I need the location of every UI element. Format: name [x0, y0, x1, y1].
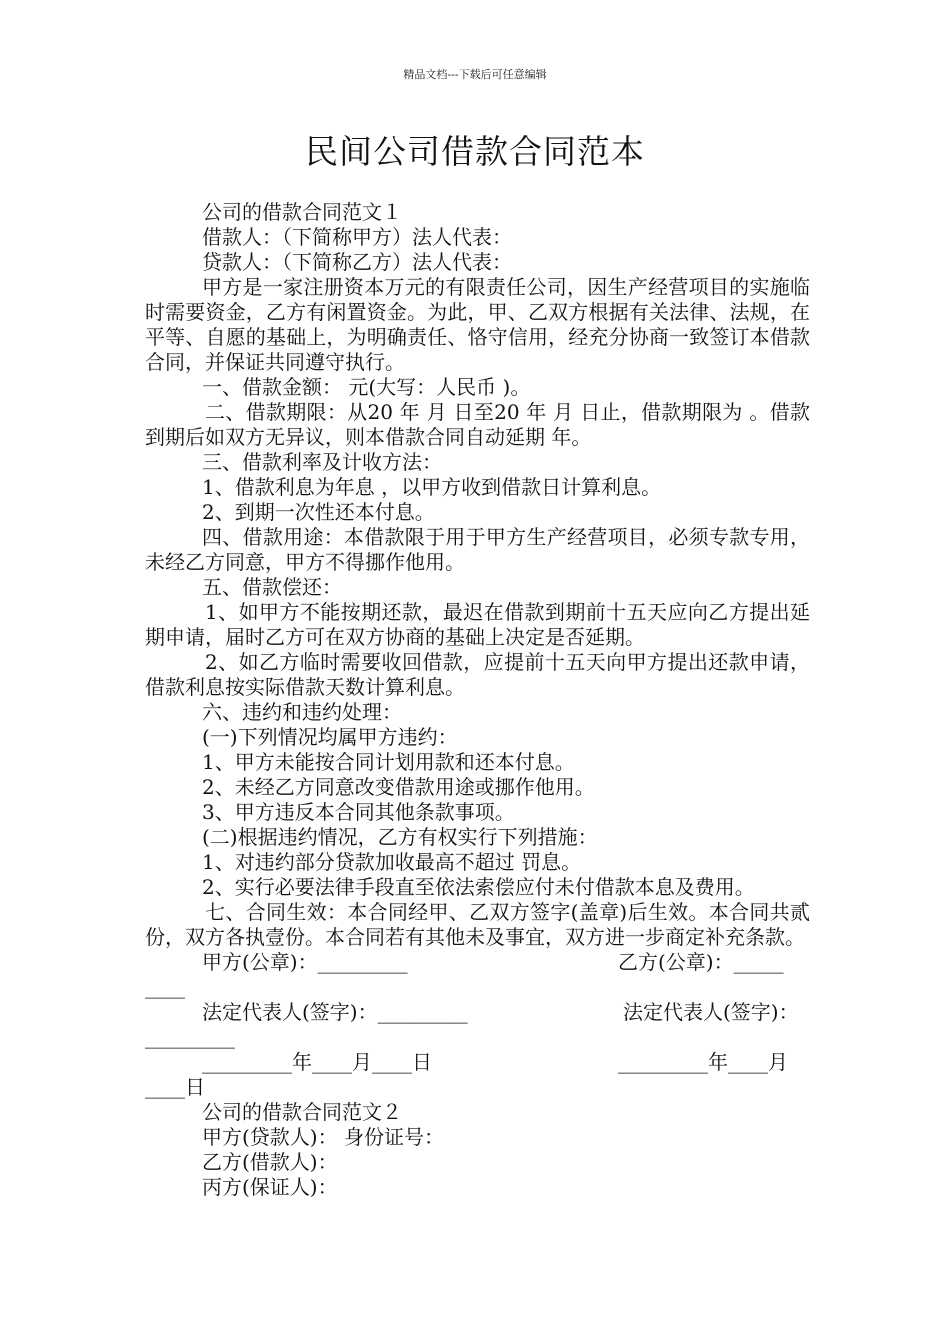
clause-repayment: 五、借款偿还：	[202, 575, 342, 599]
document-title: 民间公司借款合同范本	[305, 132, 645, 171]
clause-interest: 三、借款利率及计收方法：	[202, 450, 442, 474]
clause-item: 1、如甲方不能按期还款，最迟在借款到期前十五天应向乙方提出延期申请，届时乙方可在双方协商的基础上决定是否延期。	[145, 600, 810, 649]
party-line: 乙方(借款人)：	[202, 1150, 338, 1174]
clause-item: 3、甲方违反本合同其他条款事项。	[202, 800, 515, 824]
party-b-representative: 法定代表人(签字)：	[623, 1000, 799, 1024]
clause-amount: 一、借款金额： 元(大写：人民币 )。	[202, 375, 531, 399]
clause-default: 六、违约和违约处理：	[202, 700, 402, 724]
clause-item: 1、甲方未能按合同计划用款和还本付息。	[202, 750, 575, 774]
party-b-seal-continued: ____	[145, 975, 185, 999]
clause-effect: 七、合同生效：本合同经甲、乙双方签字(盖章)后生效。本合同共贰份，双方各执壹份。本合同若有其他未及事宜，双方进一步商定补充条款。	[145, 900, 810, 949]
page-header: 精品文档---下载后可任意编辑	[403, 68, 547, 81]
clause-purpose: 四、借款用途：本借款限于用于甲方生产经营项目，必须专款专用，未经乙方同意，甲方不得挪作他用。	[145, 525, 810, 574]
party-a-representative: 法定代表人(签字)：_________	[202, 1000, 468, 1024]
party-b-representative-continued: _________	[145, 1025, 235, 1049]
lender-line: 贷款人：（下简称乙方）法人代表：	[202, 250, 512, 274]
party-b-date: _________年____月	[618, 1050, 788, 1074]
party-a-date: _________年____月____日	[202, 1050, 432, 1074]
party-b-seal: 乙方(公章)：_____	[618, 950, 784, 974]
clause-item: 1、借款利息为年息 ，以甲方收到借款日计算利息。	[202, 475, 662, 499]
party-line: 丙方(保证人)：	[202, 1175, 338, 1199]
clause-subheading: (一)下列情况均属甲方违约：	[202, 725, 458, 749]
section-heading: 公司的借款合同范文２	[202, 1100, 402, 1124]
section-heading: 公司的借款合同范文１	[202, 200, 402, 224]
signature-seal-row	[145, 950, 810, 975]
clause-item: 2、实行必要法律手段直至依法索偿应付未付借款本息及费用。	[202, 875, 755, 899]
signature-rep-row	[145, 1000, 810, 1025]
clause-subheading: (二)根据违约情况，乙方有权实行下列措施：	[202, 825, 598, 849]
party-line: 甲方(贷款人)： 身份证号：	[202, 1125, 444, 1149]
clause-term: 二、借款期限：从20 年 月 日至20 年 月 日止，借款期限为 。借款到期后如双方无异议，则本借款合同自动延期 年。	[145, 400, 810, 449]
signature-date-row	[145, 1050, 810, 1075]
party-a-seal: 甲方(公章)：_________	[202, 950, 408, 974]
clause-item: 2、到期一次性还本付息。	[202, 500, 435, 524]
party-b-date-continued: ____日	[145, 1075, 205, 1099]
clause-item: 2、未经乙方同意改变借款用途或挪作他用。	[202, 775, 595, 799]
paragraph: 甲方是一家注册资本万元的有限责任公司，因生产经营项目的实施临时需要资金，乙方有闲置资金。为此，甲、乙双方根据有关法律、法规，在平等、自愿的基础上，为明确责任、恪守信用，经充分协商一致签订本借款合同，并保证共同遵守执行。	[145, 275, 810, 374]
borrower-line: 借款人：（下简称甲方）法人代表：	[202, 225, 512, 249]
clause-item: 1、对违约部分贷款加收最高不超过 罚息。	[202, 850, 582, 874]
clause-item: 2、如乙方临时需要收回借款，应提前十五天向甲方提出还款申请，借款利息按实际借款天数计算利息。	[145, 650, 810, 699]
document-body	[145, 200, 810, 1200]
